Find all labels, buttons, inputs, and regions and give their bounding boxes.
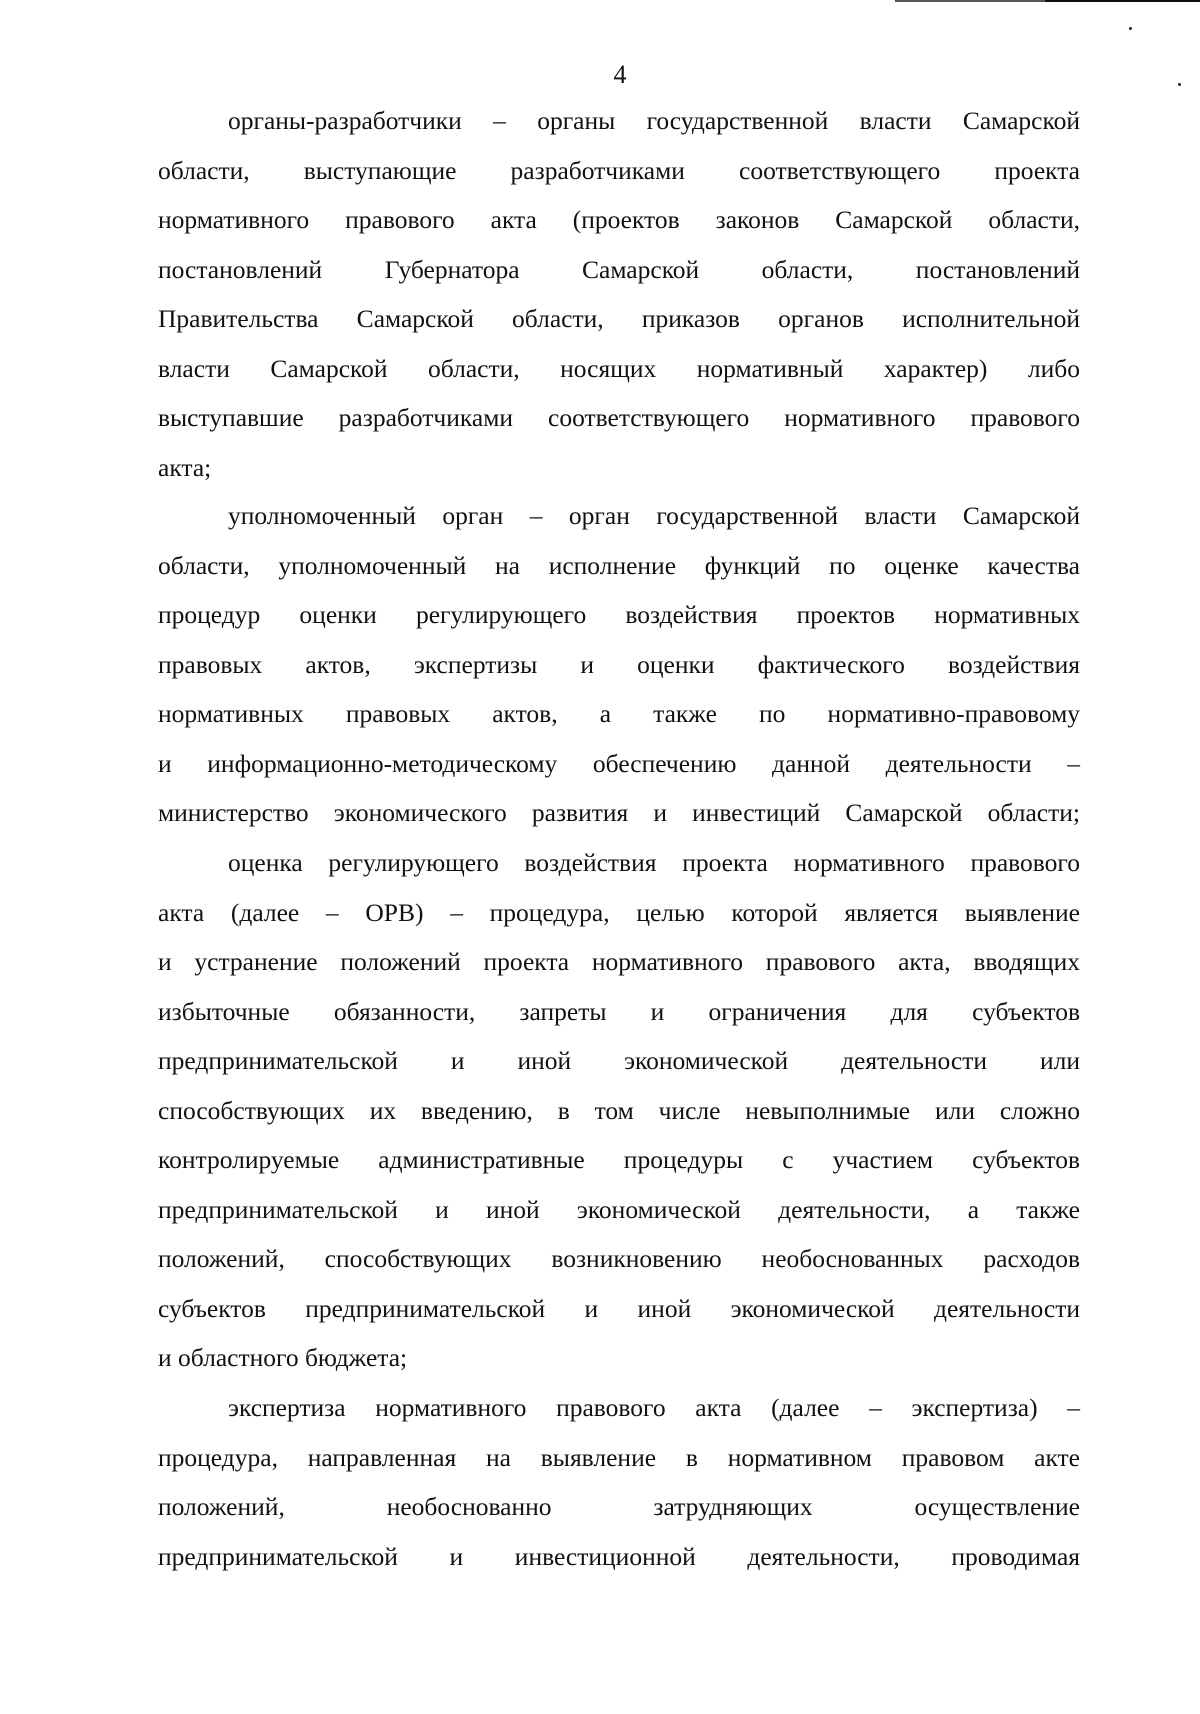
text-line: области, выступающие разработчиками соответствующего проекта [158, 155, 1080, 185]
text-line: предпринимательской и иной экономической деятельности, а также [158, 1194, 1080, 1224]
text-line: предпринимательской и иной экономической деятельности или [158, 1046, 1080, 1075]
text-line: постановлений Губернатора Самарской области, постановлений [158, 254, 1080, 284]
text-line: правовых актов, экспертизы и оценки фактического воздействия [158, 649, 1080, 679]
text-line: власти Самарской области, носящих нормативный характер) либо [158, 353, 1080, 383]
text-line: выступавшие разработчиками соответствующего нормативного правового [158, 403, 1080, 432]
text-line: положений, необоснованно затрудняющих осуществление [158, 1492, 1080, 1521]
scan-edge-line [1045, 0, 1200, 2]
text-line: положений, способствующих возникновению необоснованных расходов [158, 1244, 1080, 1273]
text-line: и областного бюджета; [158, 1343, 408, 1372]
text-line: органы-разработчики – органы государственной власти Самарской [228, 106, 1080, 135]
text-line: субъектов предпринимательской и иной экономической деятельности [158, 1293, 1080, 1323]
page-number: 4 [613, 60, 627, 89]
text-line: нормативных правовых актов, а также по нормативно-правовому [158, 699, 1080, 728]
text-line: контролируемые административные процедуры с участием субъектов [158, 1145, 1080, 1174]
text-line: оценка регулирующего воздействия проекта нормативного правового [228, 848, 1080, 877]
text-line: акта; [158, 452, 212, 482]
text-line: и устранение положений проекта нормативного правового акта, вводящих [158, 947, 1080, 976]
text-line: процедур оценки регулирующего воздействия проектов нормативных [158, 600, 1080, 629]
text-line: и информационно-методическому обеспечению данной деятельности – [158, 748, 1080, 778]
text-line: министерство экономического развития и инвестиций Самарской области; [158, 798, 1080, 827]
text-line: избыточные обязанности, запреты и ограничения для субъектов [158, 996, 1080, 1026]
text-line: предпринимательской и инвестиционной деятельности, проводимая [158, 1541, 1080, 1571]
text-line: области, уполномоченный на исполнение функций по оценке качества [158, 550, 1080, 580]
scan-speck [1129, 27, 1132, 30]
text-line: нормативного правового акта (проектов законов Самарской области, [158, 205, 1080, 234]
text-line: уполномоченный орган – орган государственной власти Самарской [228, 501, 1080, 530]
text-line: процедура, направленная на выявление в нормативном правовом акте [158, 1442, 1080, 1472]
text-line: экспертиза нормативного правового акта (далее – экспертиза) – [228, 1393, 1080, 1422]
text-line: Правительства Самарской области, приказов органов исполнительной [158, 304, 1080, 333]
text-line: акта (далее – ОРВ) – процедура, целью которой является выявление [158, 897, 1080, 927]
text-line: способствующих их введению, в том числе невыполнимые или сложно [158, 1095, 1080, 1125]
